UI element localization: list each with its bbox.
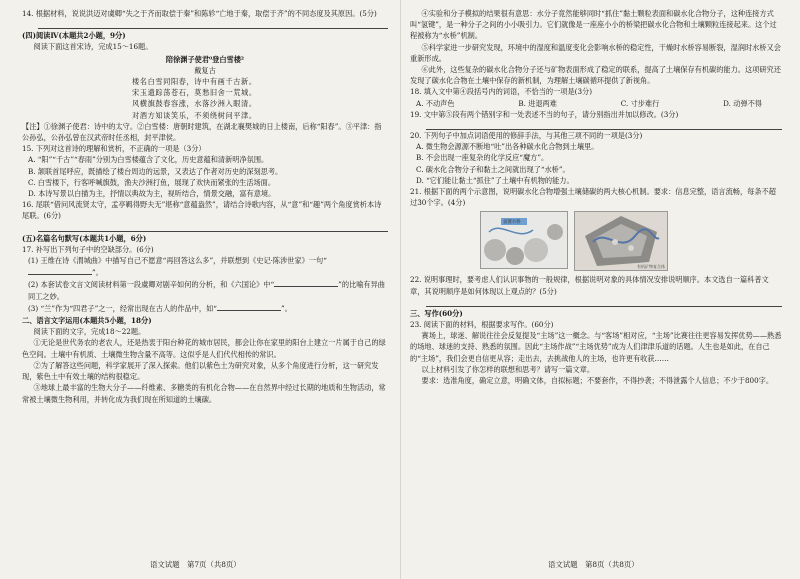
fill-blank[interactable]: [28, 266, 92, 275]
question-18: 18. 填入文中第④段括号内的词语，不恰当的一项是(3分): [410, 87, 593, 97]
option-b[interactable]: B. 颔联首尾呼应，既描绘了楼台周边的远景，又表达了作者对历史的深刻思考。: [28, 166, 283, 176]
answer-line[interactable]: [426, 297, 782, 307]
option-a[interactable]: A. 微生物会源源不断地“吐”出各种碳水化合物到土壤里。: [416, 142, 599, 152]
left-page: [22, 8, 388, 405]
poem-note: 【注】①徐渊子使君：诗中的太守。②白雪楼：唐朝时建筑，在湖北襄樊城的日上楼南，后称“阳春”。③平津：指公孙弘，公孙弘曾在汉武帝时任丞相，封平津侯。: [22, 121, 382, 143]
writing-prompt: 赛场上，球迷、解说往往会反复提及“主场”这一概念。与“客场”相对应，“主场”比赛往往更容易发挥优势——熟悉的场地、球迷的支持、熟悉的氛围。因此“主场作战”“主场优势”成为人们津津乐道的话题。人生也是如此，在自己的“主场”，我们会更自信更从容；走出去，去挑战他人的主场，也许更有收获……: [410, 331, 782, 363]
fill-blank[interactable]: [217, 302, 281, 311]
question-16: 16. 尾联“借问风流贤太守，孟亭羁得野夫无”堪称“意蕴盎然”，请结合诗歌内容，从“意”和“趣”两个角度赏析本诗尾联。(6分): [22, 200, 382, 221]
poem-author: 戴复古: [194, 65, 216, 75]
answer-line[interactable]: [38, 19, 388, 29]
passage-instruction: 阅读下面的文字，完成18～22题。: [33, 327, 146, 337]
fill-blank[interactable]: [274, 278, 338, 287]
mineral-complex-diagram: [574, 211, 668, 271]
passage-paragraph: ③地球上最丰富的生物大分子——纤维素、多糖类的有机化合物——在自然界中经过长期的地质和生物活动，常常被土壤微生物利用，并转化成为我们现在所知道的土壤碳。: [22, 383, 386, 404]
answer-line[interactable]: [38, 222, 388, 232]
option-b[interactable]: B. 进退两难: [518, 98, 557, 108]
option-d[interactable]: D. 动弹不得: [723, 98, 762, 108]
option-b[interactable]: B. 不会出现一座复杂的化学反应“魔方”。: [416, 153, 549, 163]
option-d[interactable]: D. “它们能让黏土“抓住”了土壤中有机物的能力。: [416, 175, 574, 185]
molecule-illustration: [481, 212, 567, 268]
diagram-figures: [480, 211, 782, 271]
poem-line: 楼名白雪同阳春，诗中有画千古新。: [132, 77, 257, 87]
question-20: 20. 下列句子中加点词语使用的修辞手法，与其他三项不同的一项是(3分): [410, 131, 643, 141]
poem-section-heading: (四)阅读Ⅳ(本题共2小题，9分): [22, 31, 126, 41]
passage-paragraph: ①无论是世代务农的老农人，还是热衷于阳台种花的城市居民，都会让你在家里的阳台上建立一片属于自己的绿色空间。土壤中有机质、土壤微生物含量不高等。这似乎是人们代代相传的常识。: [22, 338, 386, 359]
right-page: [410, 8, 782, 386]
options-row: [410, 98, 782, 109]
question-14: 14. 根据材料，说说洪迈对虞卿“失之于齐而取偿于秦”和陈轸“亡地于秦，取偿于齐”的不同态度及其原因。(5分): [22, 9, 377, 18]
question-22: 22. 说明事理时，要考虑人们认识事物的一般规律，根据说明对象的具体情况安排说明顺序。本文选自一篇科普文章，其说明顺序是如何体现以上观点的？(5分): [410, 275, 769, 296]
question-17-1: (1) 王维在诗《渭城曲》中描写自己不愿意“再回答这么多”，并联想到《史记·陈涉世家》一句“”。: [28, 256, 327, 278]
passage-paragraph: ②为了解答这些问题，科学家展开了深入探索。他们以紫色土为研究对象，从多个角度进行分析，这一研究发现，紫色土中有效土壤的结构很稳定。: [22, 360, 379, 382]
option-c[interactable]: C. 碳水化合物分子和黏土之间就出现了“水桥”。: [416, 164, 570, 174]
poem-title: 陪徐渊子使君⁰登白雪楼²: [165, 54, 245, 64]
poem-instruction: 阅读下面这首宋诗，完成15～16题。: [33, 42, 153, 52]
page-divider: [400, 0, 401, 579]
writing-section-heading: 三、写作(60分): [410, 308, 463, 318]
option-a[interactable]: A. 不动声色: [416, 98, 455, 108]
writing-requirements: 要求：选准角度，确定立意，明确文体，自拟标题；不要套作，不得抄袭；不得泄露个人信息；不少于800字。: [421, 376, 774, 386]
page-footer: 语文试题 第7页（共8页）: [150, 560, 241, 569]
question-17: 17. 补写出下列句子中的空缺部分。(6分): [22, 244, 154, 254]
crystal-illustration: [575, 212, 667, 270]
poem-line: 宋玉遗踪荡苍石，莫愁旧舍一荒城。: [132, 88, 257, 98]
poem-line: 对酒方知谈笑乐，不须绕树问平津。: [132, 110, 257, 120]
question-21: 21. 根据下面的两个示意图，说明碳水化合物增强土壤储碳的两大核心机制。要求：信息完整，语言流畅，每条不超过30个字。(4分): [410, 187, 776, 208]
option-a[interactable]: A. “阳”“千古”“春雨”分别为白雪楼蕴含了文化，历史意蕴和清新明净氛围。: [28, 155, 269, 165]
answer-line[interactable]: [426, 120, 782, 130]
writing-task: 以上材料引发了你怎样的联想和思考？请写一篇文章。: [421, 364, 595, 374]
option-d[interactable]: D. 本诗写景以白描为主，抒情以典故为主，视听结合，情景交融，富有意境。: [28, 189, 276, 199]
option-c[interactable]: C. 寸步难行: [620, 98, 660, 108]
recite-section-heading: (五)名篇名句默写(本题共1小题，6分): [22, 233, 147, 243]
option-c[interactable]: C. 白雪楼下，行客呼喊旗鼓，渔夫沙洲打鱼，展现了欢快而紧张的生活场面。: [28, 177, 276, 187]
passage-paragraph: ⑥此外，这些复杂的碳水化合物分子还与矿物表面形成了稳定的联系，提高了土壤保存有机碳的能力。这项研究还发现了碳水化合物在土壤中保存的新机制，为理解土壤碳循环提供了新视角。: [410, 65, 781, 86]
language-section-heading: 二、语言文字运用(本题共5小题，18分): [22, 316, 152, 326]
figure-caption: 氢键水桥: [503, 220, 521, 226]
question-15: 15. 下列对这首诗的理解和赏析，不正确的一项是（3分）: [22, 144, 206, 154]
question-23: 23. 阅读下面的材料，根据要求写作。(60分): [410, 320, 554, 330]
question-17-3: (3) “兰”作为“四君子”之一，经常出现在古人的作品中，如“ ”。: [28, 303, 292, 313]
passage-paragraph: ⑤科学家进一步研究发现，环境中的湿度和温度变化会影响水桥的稳定性，干燥时水桥容易断裂，湿润时水桥又会重新形成。: [410, 42, 781, 63]
passage-paragraph: ④实验和分子模拟的结果很有意思：水分子竟然能够同时“抓住”黏土颗粒表面和碳水化合物分子，这种连接方式叫“氢键”，是一种分子之间的小小吸引力。它们就像是一座座小小的桥梁把碳水化合物和土壤颗粒连接起来。这个过程被称为“水桥”机制。: [410, 9, 777, 41]
question-17-2: (2) 本套试卷文言文阅读材料第一段虞卿对剧辛如何的分析，和《六国论》中“ ”的比喻有异曲同工之妙。: [28, 280, 385, 301]
question-19: 19. 文中第⑤段有两个错别字和一处表述不当的句子，请分别指出并加以修改。(3分): [410, 109, 679, 119]
poem-line: 风横旗鼓春容涨，水落沙洲入眼清。: [132, 99, 257, 109]
hydrogen-bond-diagram: [480, 211, 568, 269]
figure-caption: 有机矿物复合体: [637, 264, 665, 270]
page-footer: 语文试题 第8页（共8页）: [548, 560, 639, 569]
